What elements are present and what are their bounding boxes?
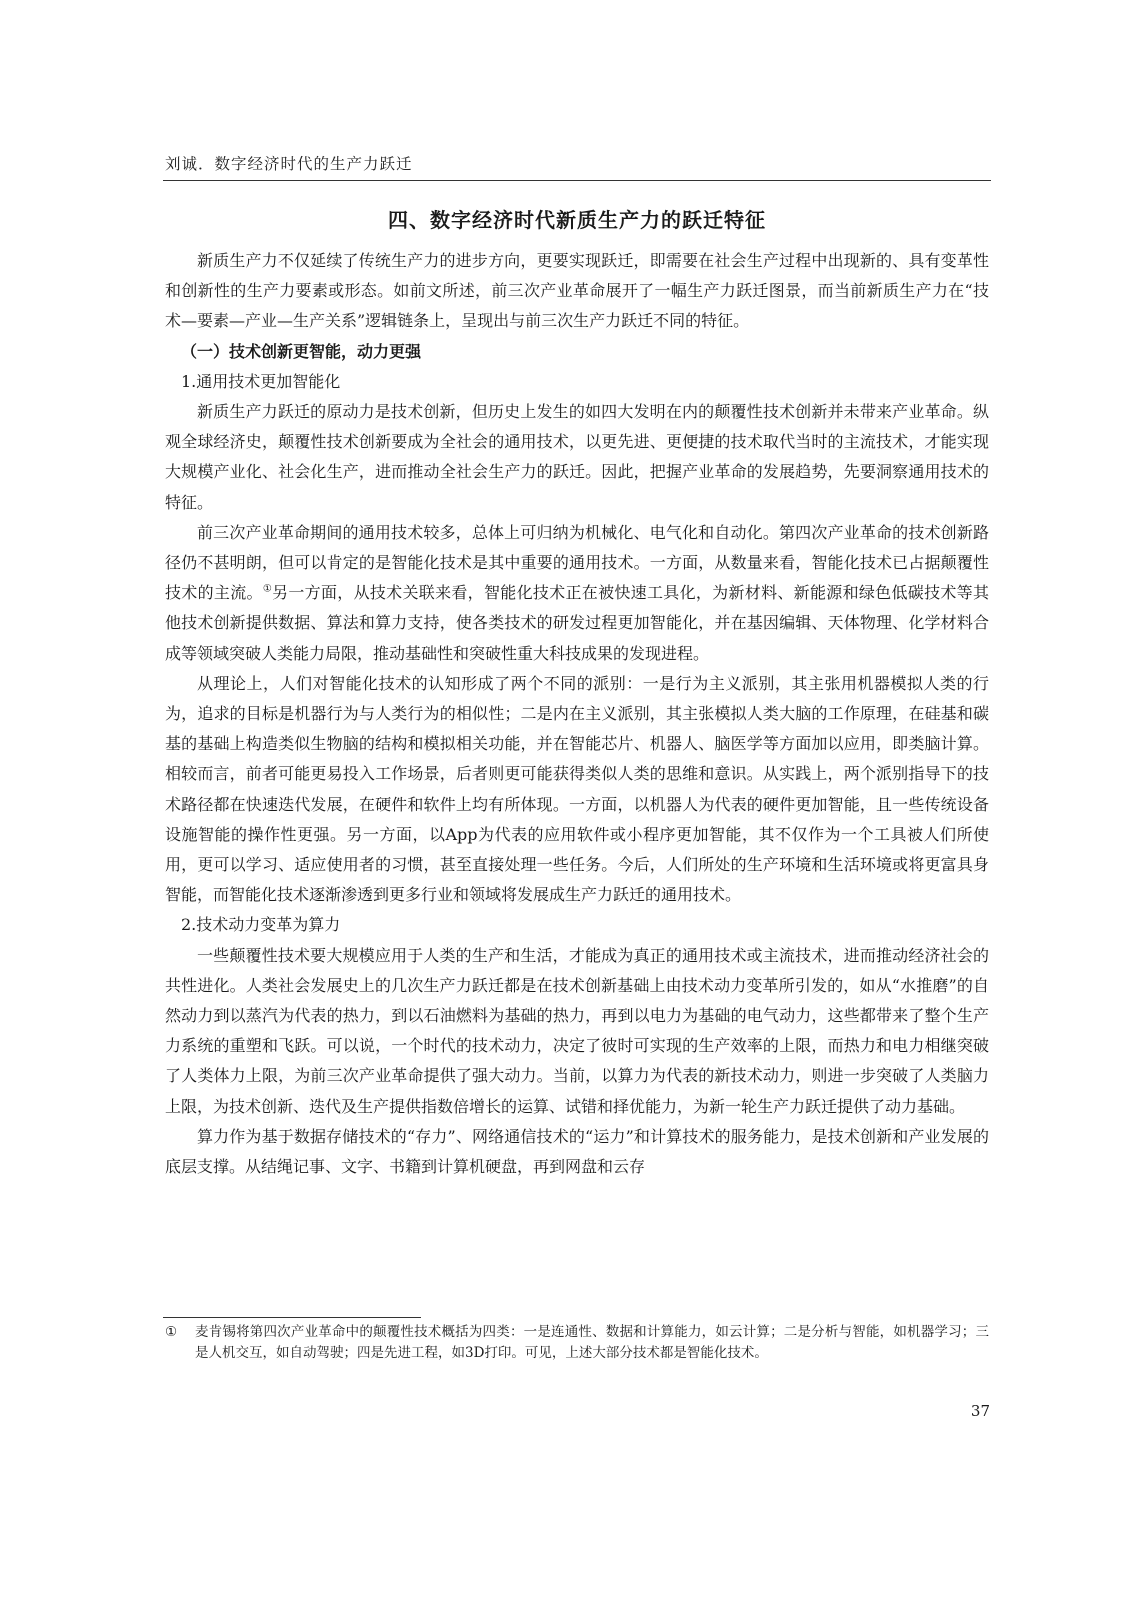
subsection-heading-1: （一）技术创新更智能，动力更强 <box>181 341 422 361</box>
running-header: 刘诚．数字经济时代的生产力跃迁 <box>165 155 413 173</box>
paragraph-4: 一些颠覆性技术要大规模应用于人类的生产和生活，才能成为真正的通用技术或主流技术，进而推动经济社会的共性进化。人类社会发展史上的几次生产力跃迁都是在技术创新基础上由技术动力变革所引发的，如从“水推磨”的自然动力到以蒸汽为代表的热力，到以石油燃料为基础的热力，再到以电力为基础的电气动力，这些都带来了整个生产力系统的重塑和飞跃。可以说，一个时代的技术动力，决定了彼时可实现的生产效率的上限，而热力和电力相继突破了人类体力上限，为前三次产业革命提供了强大动力。当前，以算力为代表的新技术动力，则进一步突破了人类脑力上限，为技术创新、迭代及生产提供指数倍增长的运算、试错和择优能力，为新一轮生产力跃迁提供了动力基础。 <box>165 945 989 1116</box>
paragraph-2-part-a: 前三次产业革命期间的通用技术较多，总体上可归纳为机械化、电气化和自动化。第四次产业革命的技术创新路径仍不甚明朗，但可以肯定的是智能化技术是其中重要的通用技术。一方面，从数量来看，智能化技术已占据颠覆性技术的主流。 <box>165 522 989 603</box>
subsubsection-heading-1: 1.通用技术更加智能化 <box>181 371 341 391</box>
section-title: 四、数字经济时代新质生产力的跃迁特征 <box>388 208 766 232</box>
paragraph-1: 新质生产力跃迁的原动力是技术创新，但历史上发生的如四大发明在内的颠覆性技术创新并未带来产业革命。纵观全球经济史，颠覆性技术创新要成为全社会的通用技术，以更先进、更便捷的技术取代当时的主流技术，才能实现大规模产业化、社会化生产，进而推动全社会生产力的跃迁。因此，把握产业革命的发展趋势，先要洞察通用技术的特征。 <box>165 402 989 512</box>
header-rule <box>163 180 991 181</box>
footnote-reference[interactable]: ① <box>262 583 273 595</box>
paragraph-5: 算力作为基于数据存储技术的“存力”、网络通信技术的“运力”和计算技术的服务能力，是技术创新和产业发展的底层支撑。从结绳记事、文字、书籍到计算机硬盘，再到网盘和云存 <box>165 1126 989 1177</box>
paragraph-2-part-b: 另一方面，从技术关联来看，智能化技术正在被快速工具化，为新材料、新能源和绿色低碳技术等其他技术创新提供数据、算法和算力支持，使各类技术的研发过程更加智能化，并在基因编辑、天体物理、化学材料合成等领域突破人类能力局限，推动基础性和突破性重大科技成果的发现进程。 <box>165 583 989 663</box>
paragraph-intro: 新质生产力不仅延续了传统生产力的进步方向，更要实现跃迁，即需要在社会生产过程中出现新的、具有变革性和创新性的生产力要素或形态。如前文所述，前三次产业革命展开了一幅生产力跃迁图景，而当前新质生产力在“技术—要素—产业—生产关系”逻辑链条上，呈现出与前三次生产力跃迁不同的特征。 <box>165 251 989 331</box>
footnote-text: 麦肯锡将第四次产业革命中的颠覆性技术概括为四类：一是连通性、数据和计算能力，如云计算；二是分析与智能，如机器学习；三是人机交互，如自动驾驶；四是先进工程，如3D打印。可见，上述大部分技术都是智能化技术。 <box>195 1324 989 1361</box>
subsubsection-heading-2: 2.技术动力变革为算力 <box>181 915 341 935</box>
footnote-mark: ① <box>165 1324 178 1340</box>
page-number: 37 <box>970 1402 990 1420</box>
footnote-rule <box>163 1317 421 1318</box>
footnote <box>165 1322 989 1363</box>
paragraph-3: 从理论上，人们对智能化技术的认知形成了两个不同的派别：一是行为主义派别，其主张用机器模拟人类的行为，追求的目标是机器行为与人类行为的相似性；二是内在主义派别，其主张模拟人类大脑的工作原理，在硅基和碳基的基础上构造类似生物脑的结构和模拟相关功能，并在智能芯片、机器人、脑医学等方面加以应用，即类脑计算。相较而言，前者可能更易投入工作场景，后者则更可能获得类似人类的思维和意识。从实践上，两个派别指导下的技术路径都在快速迭代发展，在硬件和软件上均有所体现。一方面，以机器人为代表的硬件更加智能，且一些传统设备设施智能的操作性更强。另一方面，以App为代表的应用软件或小程序更加智能，其不仅作为一个工具被人们所使用，更可以学习、适应使用者的习惯，甚至直接处理一些任务。今后，人们所处的生产环境和生活环境或将更富具身智能，而智能化技术逐渐渗透到更多行业和领域将发展成生产力跃迁的通用技术。 <box>165 673 989 905</box>
body-text <box>165 246 989 1182</box>
paragraph-2 <box>165 518 989 669</box>
